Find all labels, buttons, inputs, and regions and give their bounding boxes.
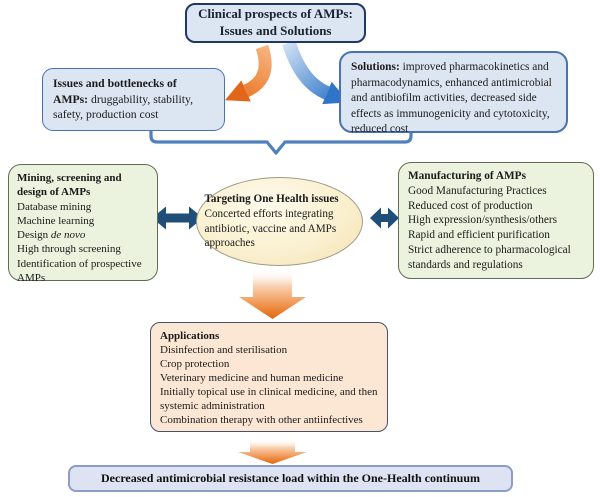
mining-item: Database mining bbox=[17, 200, 92, 213]
applications-title: Applications bbox=[160, 330, 220, 342]
one-health-ellipse bbox=[196, 177, 363, 266]
solutions-box bbox=[339, 51, 568, 133]
applications-item: Disinfection and sterilisation bbox=[160, 344, 288, 357]
manufacturing-item: High expression/synthesis/others bbox=[408, 214, 558, 227]
applications-box bbox=[150, 322, 388, 432]
applications-item: Crop protection bbox=[160, 358, 230, 371]
mining-item: Design de novo bbox=[17, 229, 86, 242]
applications-item: Veterinary medicine and human medicine bbox=[160, 372, 344, 385]
solutions-lead: Solutions: bbox=[351, 61, 400, 73]
applications-item: Combination therapy with other antiinfectives bbox=[160, 414, 363, 427]
mining-item: Identification of prospective AMPs bbox=[17, 257, 142, 285]
title-line-2: Issues and Solutions bbox=[219, 23, 332, 38]
outcome-text: Decreased antimicrobial resistance load within the One-Health continuum bbox=[101, 471, 480, 485]
title-line-1: Clinical prospects of AMPs: bbox=[198, 6, 353, 22]
ellipse-title: Targeting One Health issues bbox=[204, 192, 339, 205]
mining-title: Mining, screening and design of AMPs bbox=[17, 172, 122, 199]
title-box bbox=[185, 3, 366, 43]
manufacturing-item: Reduced cost of production bbox=[408, 199, 533, 212]
mining-item: High through screening bbox=[17, 243, 121, 256]
mining-box bbox=[8, 164, 158, 285]
manufacturing-item: Rapid and efficient purification bbox=[408, 229, 550, 242]
down-arrow-lower-icon bbox=[238, 439, 307, 464]
curved-arrow-orange-icon bbox=[225, 47, 265, 102]
issues-box bbox=[42, 68, 225, 131]
down-arrow-upper-icon bbox=[239, 269, 306, 319]
manufacturing-item: Strict adherence to pharmacological standards and regulations bbox=[408, 243, 571, 271]
applications-item: Initially topical use in clinical medicine, and then systemic administration bbox=[160, 386, 378, 413]
mining-item: Machine learning bbox=[17, 214, 95, 227]
manufacturing-item: Good Manufacturing Practices bbox=[408, 184, 547, 197]
outcome-bar bbox=[68, 465, 513, 492]
solutions-body: improved pharmacokinetics and pharmacodynamics, enhanced antimicrobial and antibiofilm activities, decreased side effects as immunogenicity and cytotoxicity, reduced cost bbox=[351, 61, 552, 135]
manufacturing-title: Manufacturing of AMPs bbox=[408, 170, 526, 182]
issues-body: druggability, stability, safety, production cost bbox=[53, 92, 194, 122]
ellipse-body: Concerted efforts integrating antibiotic, vaccine and AMPs approaches bbox=[204, 207, 337, 250]
double-arrow-right-icon bbox=[370, 208, 399, 229]
manufacturing-box bbox=[398, 162, 594, 279]
issues-lead: Issues and bottlenecks of AMPs: bbox=[53, 77, 177, 106]
